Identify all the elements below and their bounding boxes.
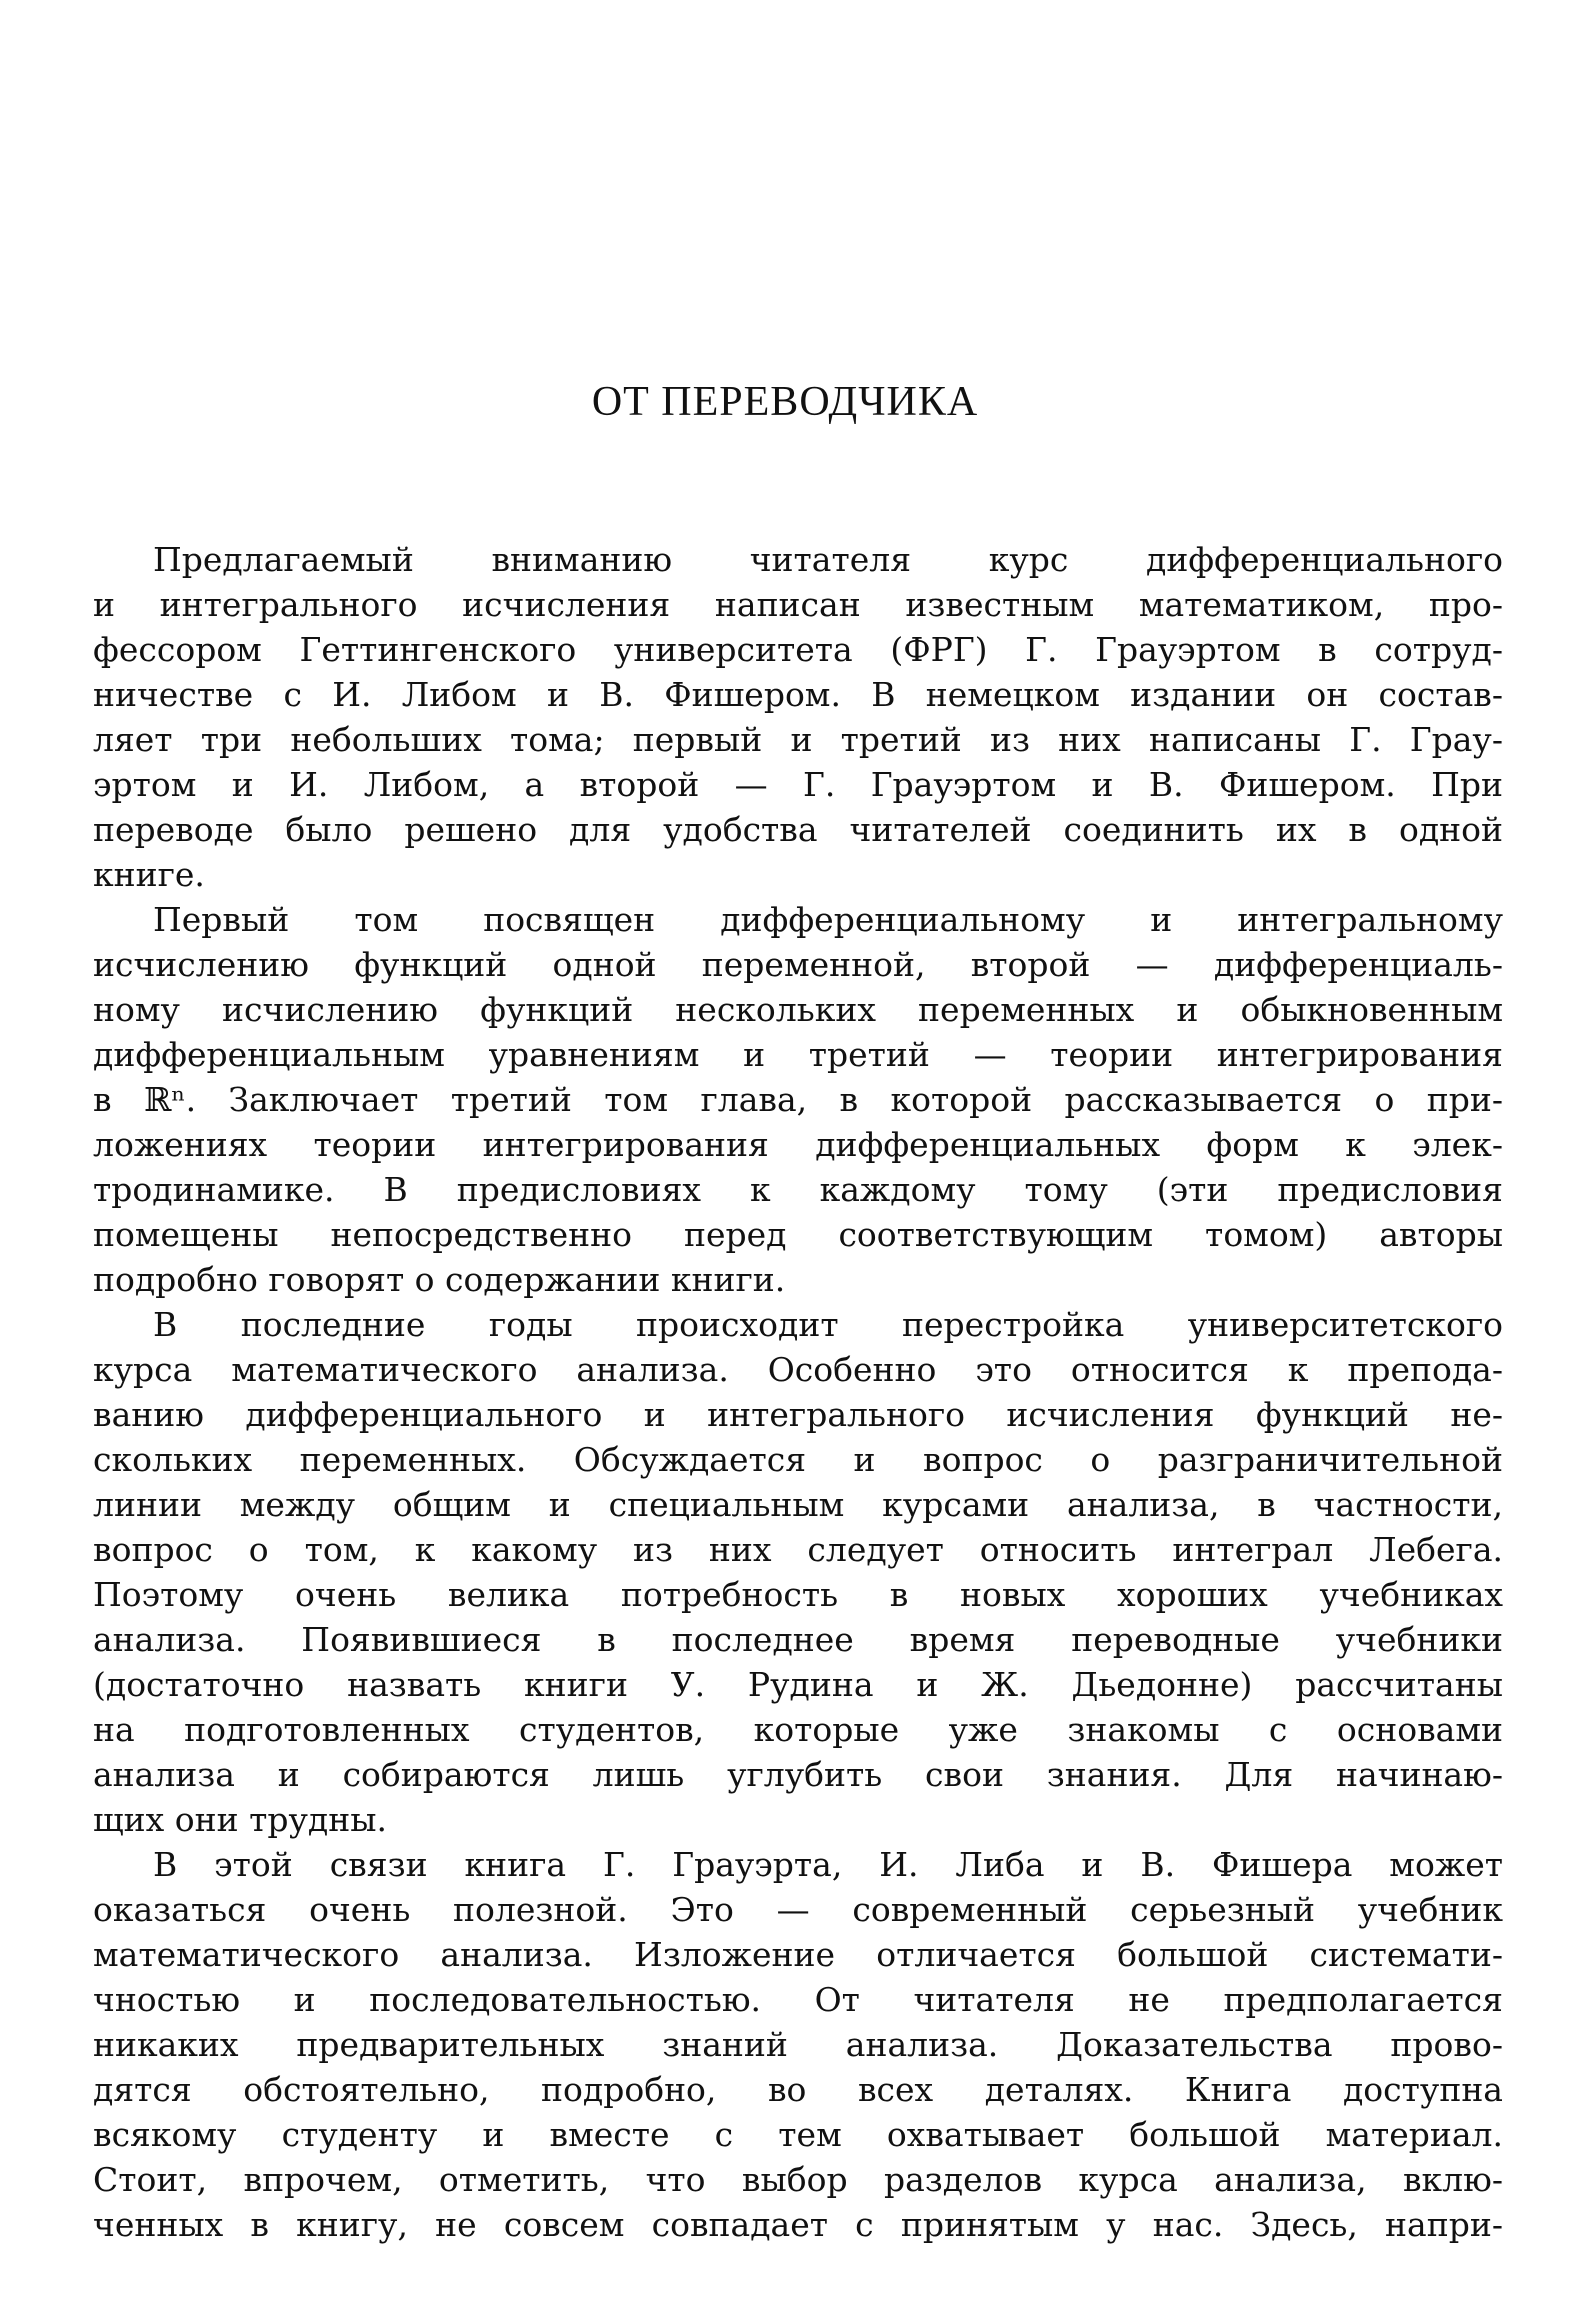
text-line: чностью и последовательностью. От читателя не предполагается: [93, 1980, 1503, 2019]
text-line: переводе было решено для удобства читателей соединить их в одной: [93, 810, 1503, 849]
text-line: ляет три небольших тома; первый и третий из них написаны Г. Грау-: [93, 720, 1503, 759]
text-line: ничестве с И. Либом и В. Фишером. В немецком издании он состав-: [93, 675, 1503, 714]
text-line: Стоит, впрочем, отметить, что выбор разделов курса анализа, вклю-: [93, 2160, 1503, 2199]
text-line: ному исчислению функций нескольких переменных и обыкновенным: [93, 990, 1503, 1029]
text-line: ванию дифференциального и интегрального исчисления функций не-: [93, 1395, 1503, 1434]
text-line: оказаться очень полезной. Это — современный серьезный учебник: [93, 1890, 1503, 1929]
text-line: ложениях теории интегрирования дифференциальных форм к элек-: [93, 1125, 1503, 1164]
body-text: [93, 537, 1503, 2247]
text-line: вопрос о том, к какому из них следует относить интеграл Лебега.: [93, 1530, 1503, 1569]
text-line: дифференциальным уравнениям и третий — теории интегрирования: [93, 1035, 1503, 1074]
text-line: линии между общим и специальным курсами анализа, в частности,: [93, 1485, 1503, 1524]
text-line: Поэтому очень велика потребность в новых хороших учебниках: [93, 1575, 1503, 1614]
text-line: В последние годы происходит перестройка университетского: [153, 1305, 1503, 1344]
page-title: ОТ ПЕРЕВОДЧИКА: [591, 379, 979, 425]
text-line: фессором Геттингенского университета (ФРГ) Г. Грауэртом в сотруд-: [93, 630, 1503, 669]
text-line: и интегрального исчисления написан известным математиком, про-: [93, 585, 1503, 624]
text-line: математического анализа. Изложение отличается большой системати-: [93, 1935, 1503, 1974]
text-line: на подготовленных студентов, которые уже знакомы с основами: [93, 1710, 1503, 1749]
text-line: исчислению функций одной переменной, второй — дифференциаль-: [93, 945, 1503, 984]
text-line: Предлагаемый вниманию читателя курс дифференциального: [153, 540, 1503, 579]
text-line: анализа и собираются лишь углубить свои знания. Для начинаю-: [93, 1755, 1503, 1794]
text-line: В этой связи книга Г. Грауэрта, И. Либа и В. Фишера может: [153, 1845, 1503, 1884]
text-line: (достаточно назвать книги У. Рудина и Ж. Дьедонне) рассчитаны: [93, 1665, 1503, 1704]
text-line: анализа. Появившиеся в последнее время переводные учебники: [93, 1620, 1503, 1659]
text-line: Первый том посвящен дифференциальному и интегральному: [153, 900, 1503, 939]
text-line: дятся обстоятельно, подробно, во всех деталях. Книга доступна: [93, 2070, 1503, 2109]
text-line: никаких предварительных знаний анализа. Доказательства прово-: [93, 2025, 1503, 2064]
text-line: щих они трудны.: [93, 1800, 387, 1839]
text-line: скольких переменных. Обсуждается и вопрос о разграничительной: [93, 1440, 1503, 1479]
text-line: всякому студенту и вместе с тем охватывает большой материал.: [93, 2115, 1503, 2154]
text-line: эртом и И. Либом, а второй — Г. Грауэртом и В. Фишером. При: [93, 765, 1503, 804]
text-line: тродинамике. В предисловиях к каждому тому (эти предисловия: [93, 1170, 1503, 1209]
text-line: курса математического анализа. Особенно это относится к препода-: [93, 1350, 1503, 1389]
text-line: ченных в книгу, не совсем совпадает с принятым у нас. Здесь, напри-: [93, 2205, 1503, 2244]
text-line: помещены непосредственно перед соответствующим томом) авторы: [93, 1215, 1503, 1254]
text-line: в ℝⁿ. Заключает третий том глава, в которой рассказывается о при-: [93, 1080, 1503, 1119]
text-line: подробно говорят о содержании книги.: [93, 1260, 786, 1299]
text-line: книге.: [93, 855, 205, 894]
